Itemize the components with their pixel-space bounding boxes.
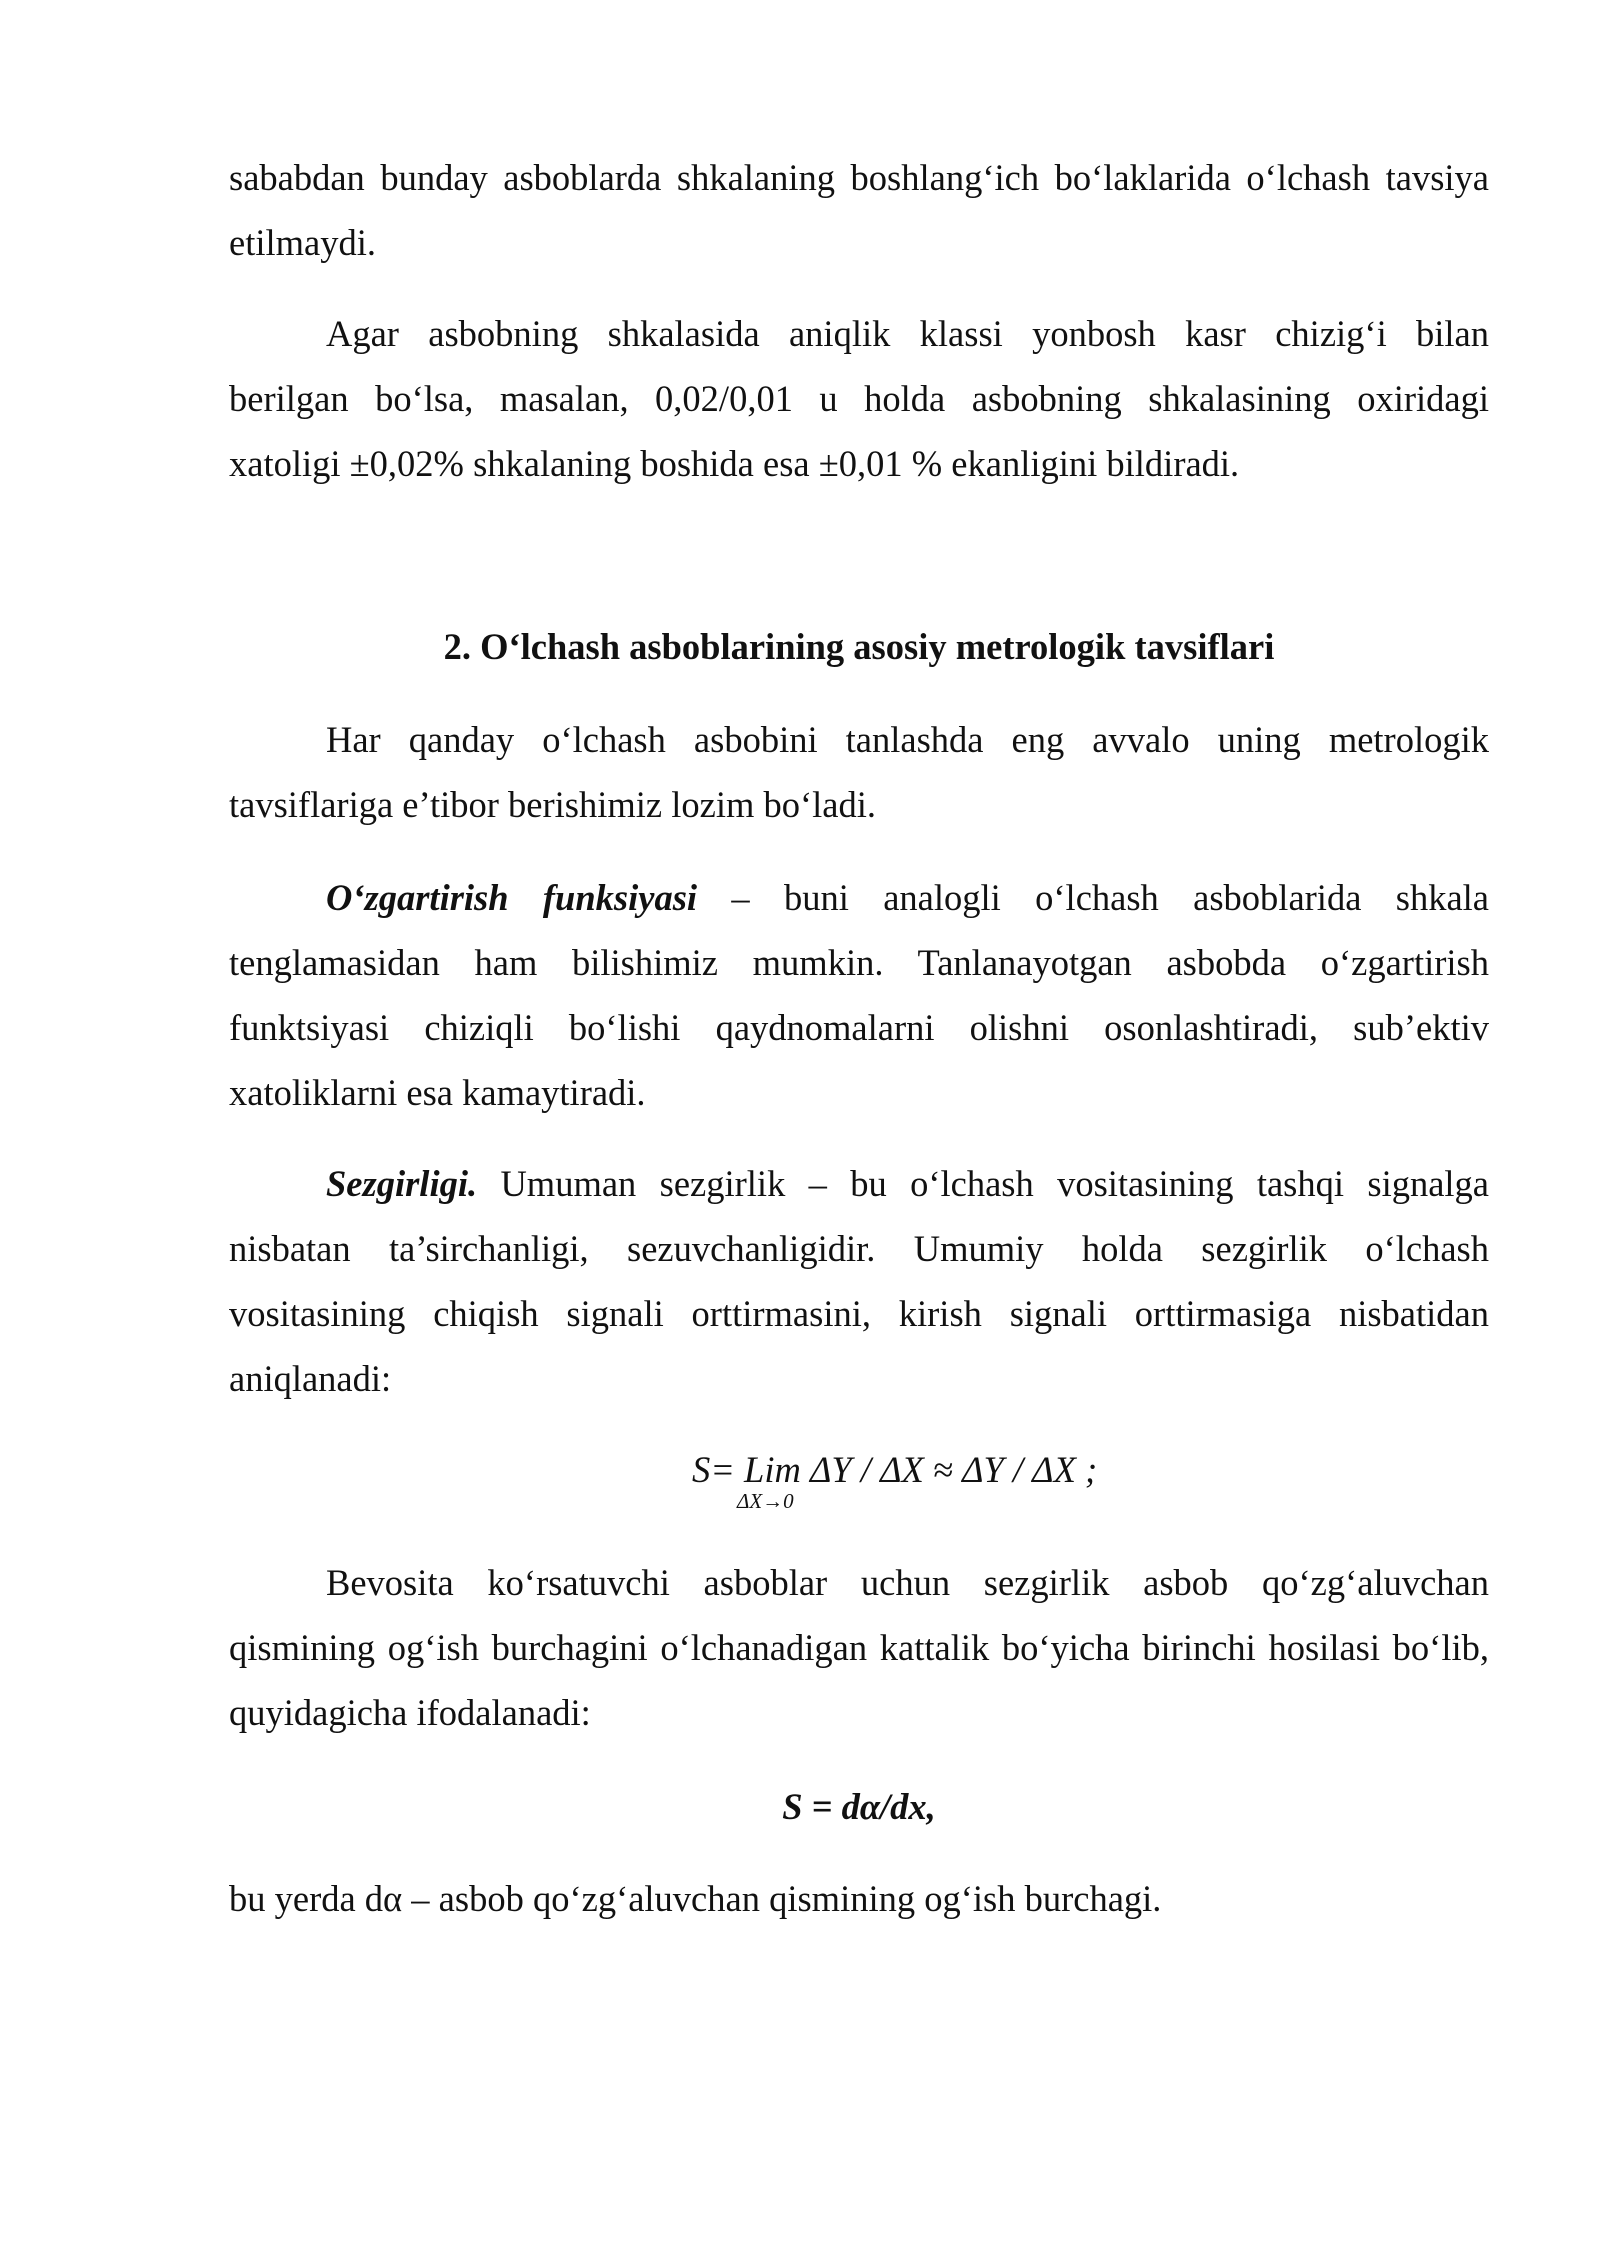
term-transfer-function: O‘zgartirish funksiyasi — [326, 877, 698, 918]
paragraph-transfer-function — [229, 865, 1489, 1125]
text-line: funktsiyasi chiziqli bo‘lishi qaydnomalarni olishni osonlashtiradi, sub’ektiv — [229, 1007, 1489, 1048]
text-segment: Umuman sezgirlik – bu o‘lchash vositasining tashqi signalga — [477, 1163, 1489, 1204]
text-line: vositasining chiqish signali orttirmasini, kirish signali orttirmasiga nisbatidan — [229, 1293, 1489, 1334]
text-segment: – buni analogli o‘lchash asboblarida shkala — [697, 877, 1489, 918]
section-heading: 2. O‘lchash asboblarining asosiy metrologik tavsiflari — [443, 626, 1275, 667]
text-line: nisbatan ta’sirchanligi, sezuvchanligidir. Umumiy holda sezgirlik o‘lchash — [229, 1228, 1489, 1269]
sensitivity-limit-formula — [229, 1437, 1489, 1524]
paragraph-direct-reading — [229, 1550, 1489, 1745]
text-line — [229, 865, 1489, 930]
term-sensitivity: Sezgirligi. — [326, 1163, 478, 1204]
text-line: xatoliklarni esa kamaytiradi. — [229, 1072, 646, 1113]
text-line: xatoligi ±0,02% shkalaning boshida esa ±0,01 % ekanligini bildiradi. — [229, 443, 1240, 484]
text-line — [229, 1151, 1489, 1216]
text-line: qismining og‘ish burchagini o‘lchanadigan kattalik bo‘yicha birinchi hosilasi bo‘lib, — [229, 1627, 1489, 1668]
text-line: Har qanday o‘lchash asbobini tanlashda eng avvalo uning metrologik — [326, 719, 1489, 760]
sensitivity-derivative-formula: S = dα/dx, — [782, 1786, 936, 1827]
text-line: tavsiflariga e’tibor berishimiz lozim bo‘ladi. — [229, 784, 877, 825]
limit-label: Lim — [744, 1449, 801, 1490]
formula-equals: = — [710, 1449, 735, 1490]
text-line: quyidagicha ifodalanadi: — [229, 1692, 591, 1733]
paragraph-definition — [229, 1866, 1489, 1931]
document-page — [229, 145, 1489, 1931]
limit-subscript: ΔX→0 — [737, 1489, 794, 1513]
paragraph-intro — [229, 707, 1489, 837]
text-line: aniqlanadi: — [229, 1358, 392, 1399]
text-line: Bevosita ko‘rsatuvchi asboblar uchun sezgirlik asbob qo‘zg‘aluvchan — [326, 1562, 1489, 1603]
text-line: sababdan bunday asboblarda shkalaning boshlang‘ich bo‘laklarida o‘lchash tavsiya — [229, 157, 1489, 198]
paragraph-sensitivity — [229, 1151, 1489, 1411]
text-line: Agar asbobning shkalasida aniqlik klassi yonbosh kasr chizig‘i bilan — [326, 313, 1489, 354]
text-line: bu yerda dα – asbob qo‘zg‘aluvchan qismining og‘ish burchagi. — [229, 1878, 1162, 1919]
text-line: etilmaydi. — [229, 222, 376, 263]
formula-lhs: S — [692, 1449, 711, 1490]
paragraph-accuracy-class — [229, 301, 1489, 496]
text-line: tenglamasidan ham bilishimiz mumkin. Tanlanayotgan asbobda o‘zgartirish — [229, 942, 1489, 983]
text-line: berilgan bo‘lsa, masalan, 0,02/0,01 u holda asbobning shkalasining oxiridagi — [229, 378, 1489, 419]
formula-limit-operator — [737, 1437, 801, 1513]
formula-expression: ΔY / ΔX ≈ ΔY / ΔX ; — [809, 1449, 1098, 1490]
paragraph-continuation — [229, 145, 1489, 275]
